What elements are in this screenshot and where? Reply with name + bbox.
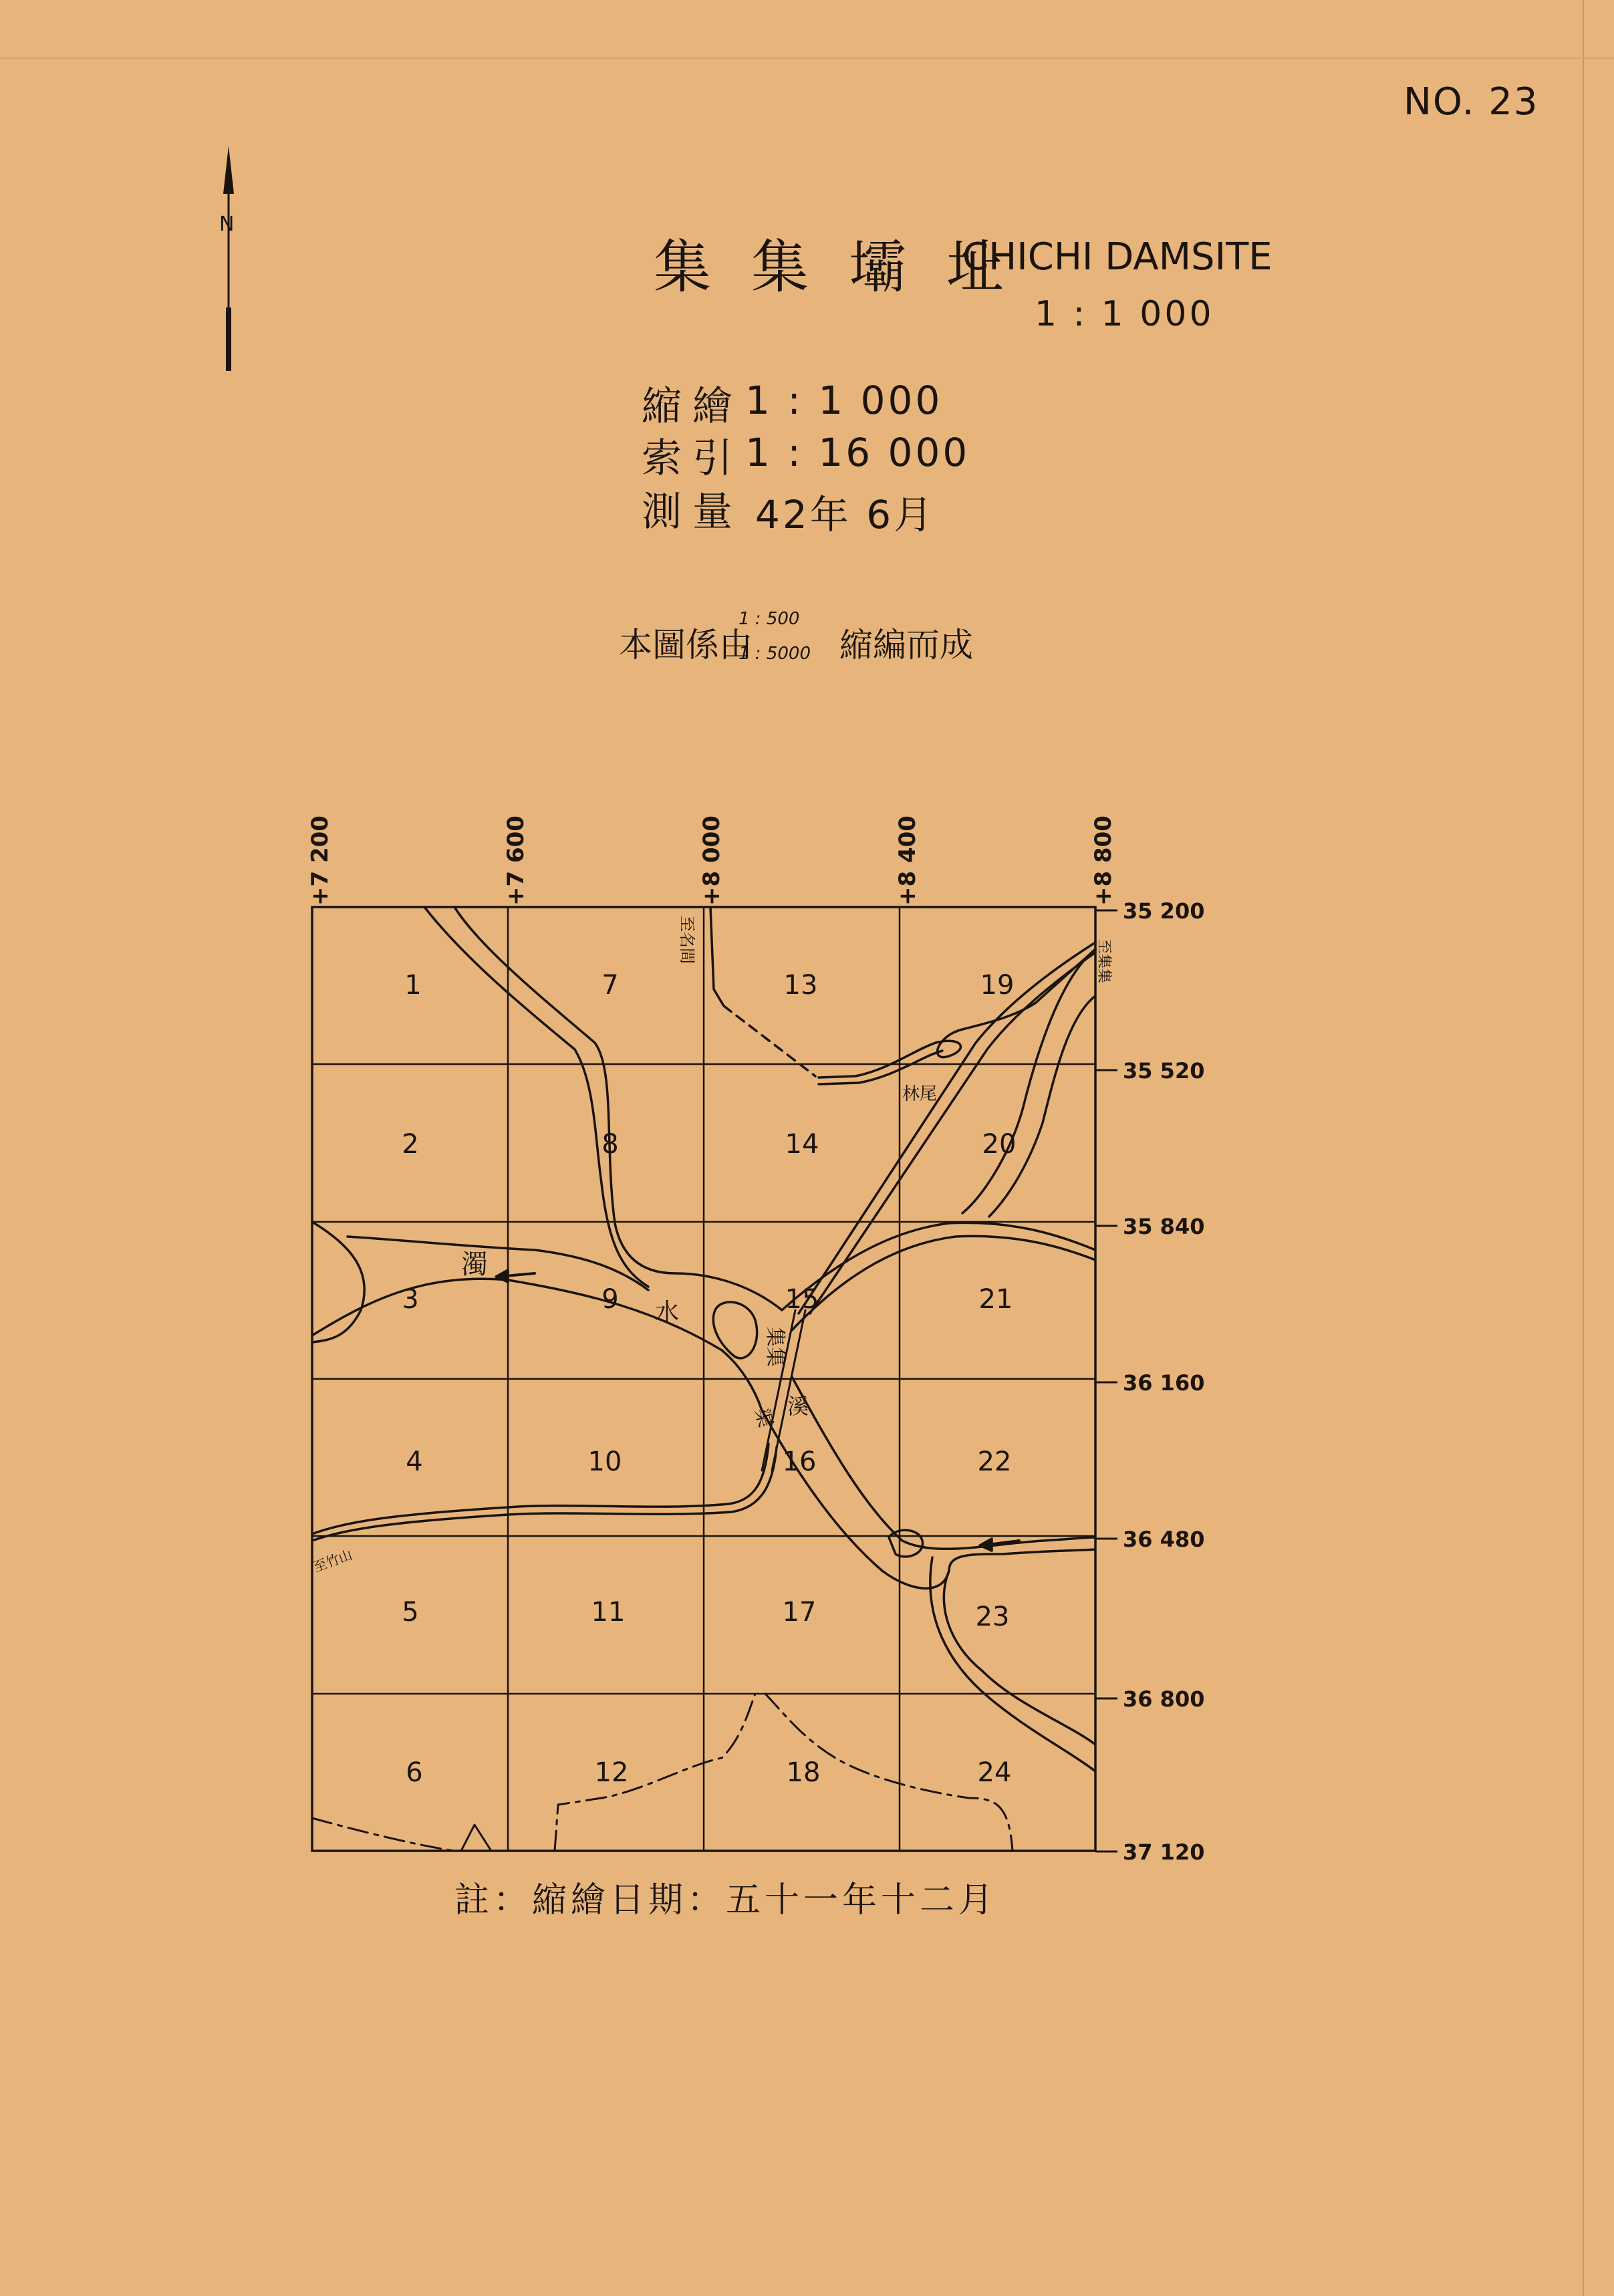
cell-number: 12 — [594, 1757, 629, 1788]
cell-number: 11 — [591, 1597, 626, 1628]
cell-number: 20 — [982, 1129, 1017, 1160]
cell-number: 13 — [783, 970, 818, 1001]
y-label: 37 120 — [1123, 1839, 1205, 1865]
place-label: 溪 — [787, 1394, 809, 1419]
river-bank — [930, 1557, 1095, 1771]
river-bank — [792, 1377, 1095, 1549]
y-label: 35 840 — [1123, 1214, 1205, 1239]
cell-number: 22 — [977, 1446, 1012, 1477]
cell-number: 1 — [404, 970, 422, 1001]
bridge — [762, 1310, 795, 1471]
y-label: 36 800 — [1123, 1686, 1205, 1712]
cell-number: 19 — [980, 970, 1015, 1001]
contour-line — [765, 1694, 1013, 1851]
river-bank — [348, 1237, 648, 1290]
cell-number: 9 — [601, 1284, 619, 1315]
flow-arrow-icon — [980, 1539, 992, 1551]
info-value-drawing: 1 : 1 000 — [745, 378, 943, 423]
north-label: N — [219, 213, 235, 236]
info-label-drawing: 縮繪 — [642, 383, 743, 430]
info-label-index: 索引 — [642, 435, 743, 482]
sheet-number: NO. 23 — [1403, 80, 1539, 124]
sheet-top-line — [0, 57, 1614, 59]
road — [312, 1447, 777, 1541]
source-note-ratios — [738, 602, 811, 671]
source-note-prefix: 本圖係由 — [619, 626, 753, 664]
river-bank — [312, 1279, 762, 1410]
cell-number: 17 — [782, 1597, 817, 1628]
cell-numbers — [402, 970, 1016, 1788]
map-features — [312, 907, 1095, 1851]
cell-number: 23 — [975, 1602, 1010, 1632]
river-island — [713, 1302, 757, 1358]
north-arrow-head — [223, 146, 234, 194]
road — [312, 1444, 769, 1534]
tributary-bank — [424, 907, 648, 1287]
flow-arrow-icon — [498, 1273, 535, 1277]
flow-arrow-icon — [496, 1270, 508, 1282]
road-dashed — [724, 1006, 815, 1076]
river-bank — [792, 1236, 1095, 1330]
cell-number: 18 — [786, 1757, 821, 1788]
info-value-survey: 42年 6月 — [755, 492, 936, 537]
cell-number: 8 — [601, 1129, 619, 1160]
place-label: 濁 — [461, 1249, 488, 1280]
place-label: 至竹山 — [311, 1546, 355, 1575]
contour-line — [461, 1825, 491, 1851]
place-label: 水 — [655, 1299, 680, 1326]
cell-number: 6 — [406, 1757, 423, 1788]
y-label: 35 200 — [1123, 898, 1205, 924]
river-bank — [312, 1222, 364, 1342]
road — [710, 907, 724, 1006]
cell-number: 5 — [402, 1597, 419, 1628]
cell-number: 15 — [785, 1284, 819, 1315]
tributary-bank — [454, 907, 782, 1310]
place-label: 集集 — [763, 1327, 787, 1367]
grid-lines — [312, 907, 1095, 1851]
x-label: +8 400 — [894, 815, 921, 906]
cell-number: 10 — [587, 1446, 622, 1477]
x-label: +7 200 — [307, 815, 333, 906]
y-label: 35 520 — [1123, 1058, 1205, 1083]
y-axis-labels — [1095, 898, 1204, 1865]
north-arrow — [207, 140, 254, 374]
x-label: +8 800 — [1090, 815, 1117, 906]
info-label-survey: 測量 — [642, 489, 743, 535]
river-bank — [944, 1571, 1095, 1745]
title-scale: 1 : 1 000 — [1035, 294, 1214, 334]
map-frame — [312, 907, 1095, 1851]
y-label: 36 480 — [1123, 1527, 1205, 1552]
cell-number: 21 — [978, 1284, 1013, 1315]
cell-number: 16 — [782, 1446, 817, 1477]
source-ratio-2: 1 : 5000 — [738, 644, 811, 664]
place-label: 渠 — [751, 1406, 777, 1430]
road — [810, 952, 1095, 1313]
x-label: +7 600 — [503, 815, 529, 906]
road — [799, 942, 1095, 1313]
sheet-edge-line — [1583, 0, 1584, 2296]
bridge — [772, 1310, 805, 1471]
cell-number: 14 — [785, 1129, 819, 1160]
footnote: 註：縮繪日期：五十一年十二月 — [454, 1880, 998, 1920]
map-title-chinese: 集集壩址 — [654, 234, 1044, 301]
contour-line — [555, 1694, 755, 1851]
contour-line — [312, 1818, 454, 1851]
map-title-english: CHICHI DAMSITE — [962, 235, 1272, 279]
cell-number: 4 — [406, 1446, 423, 1477]
river-bank — [962, 949, 1095, 1213]
river-bank — [762, 1410, 1095, 1588]
winding-road — [819, 1051, 942, 1084]
place-label: 林尾 — [902, 1084, 938, 1104]
cell-number: 7 — [601, 970, 619, 1001]
river-bank — [782, 1223, 1095, 1310]
flow-arrow-icon — [982, 1541, 1019, 1545]
cell-number: 2 — [402, 1129, 419, 1160]
place-label: 至集集 — [1095, 939, 1112, 984]
cell-number: 3 — [402, 1284, 419, 1315]
x-label: +8 000 — [698, 815, 725, 906]
winding-road — [819, 949, 1095, 1077]
y-label: 36 160 — [1123, 1370, 1205, 1396]
source-note-suffix: 縮編而成 — [839, 626, 973, 664]
source-ratio-1: 1 : 500 — [738, 609, 800, 629]
place-labels — [311, 916, 1112, 1575]
info-value-index: 1 : 16 000 — [745, 430, 970, 475]
x-axis-labels — [307, 815, 1117, 906]
river-island — [889, 1530, 923, 1557]
river-bank — [989, 996, 1095, 1217]
place-label: 至名間 — [678, 916, 696, 964]
cell-number: 24 — [977, 1757, 1012, 1788]
